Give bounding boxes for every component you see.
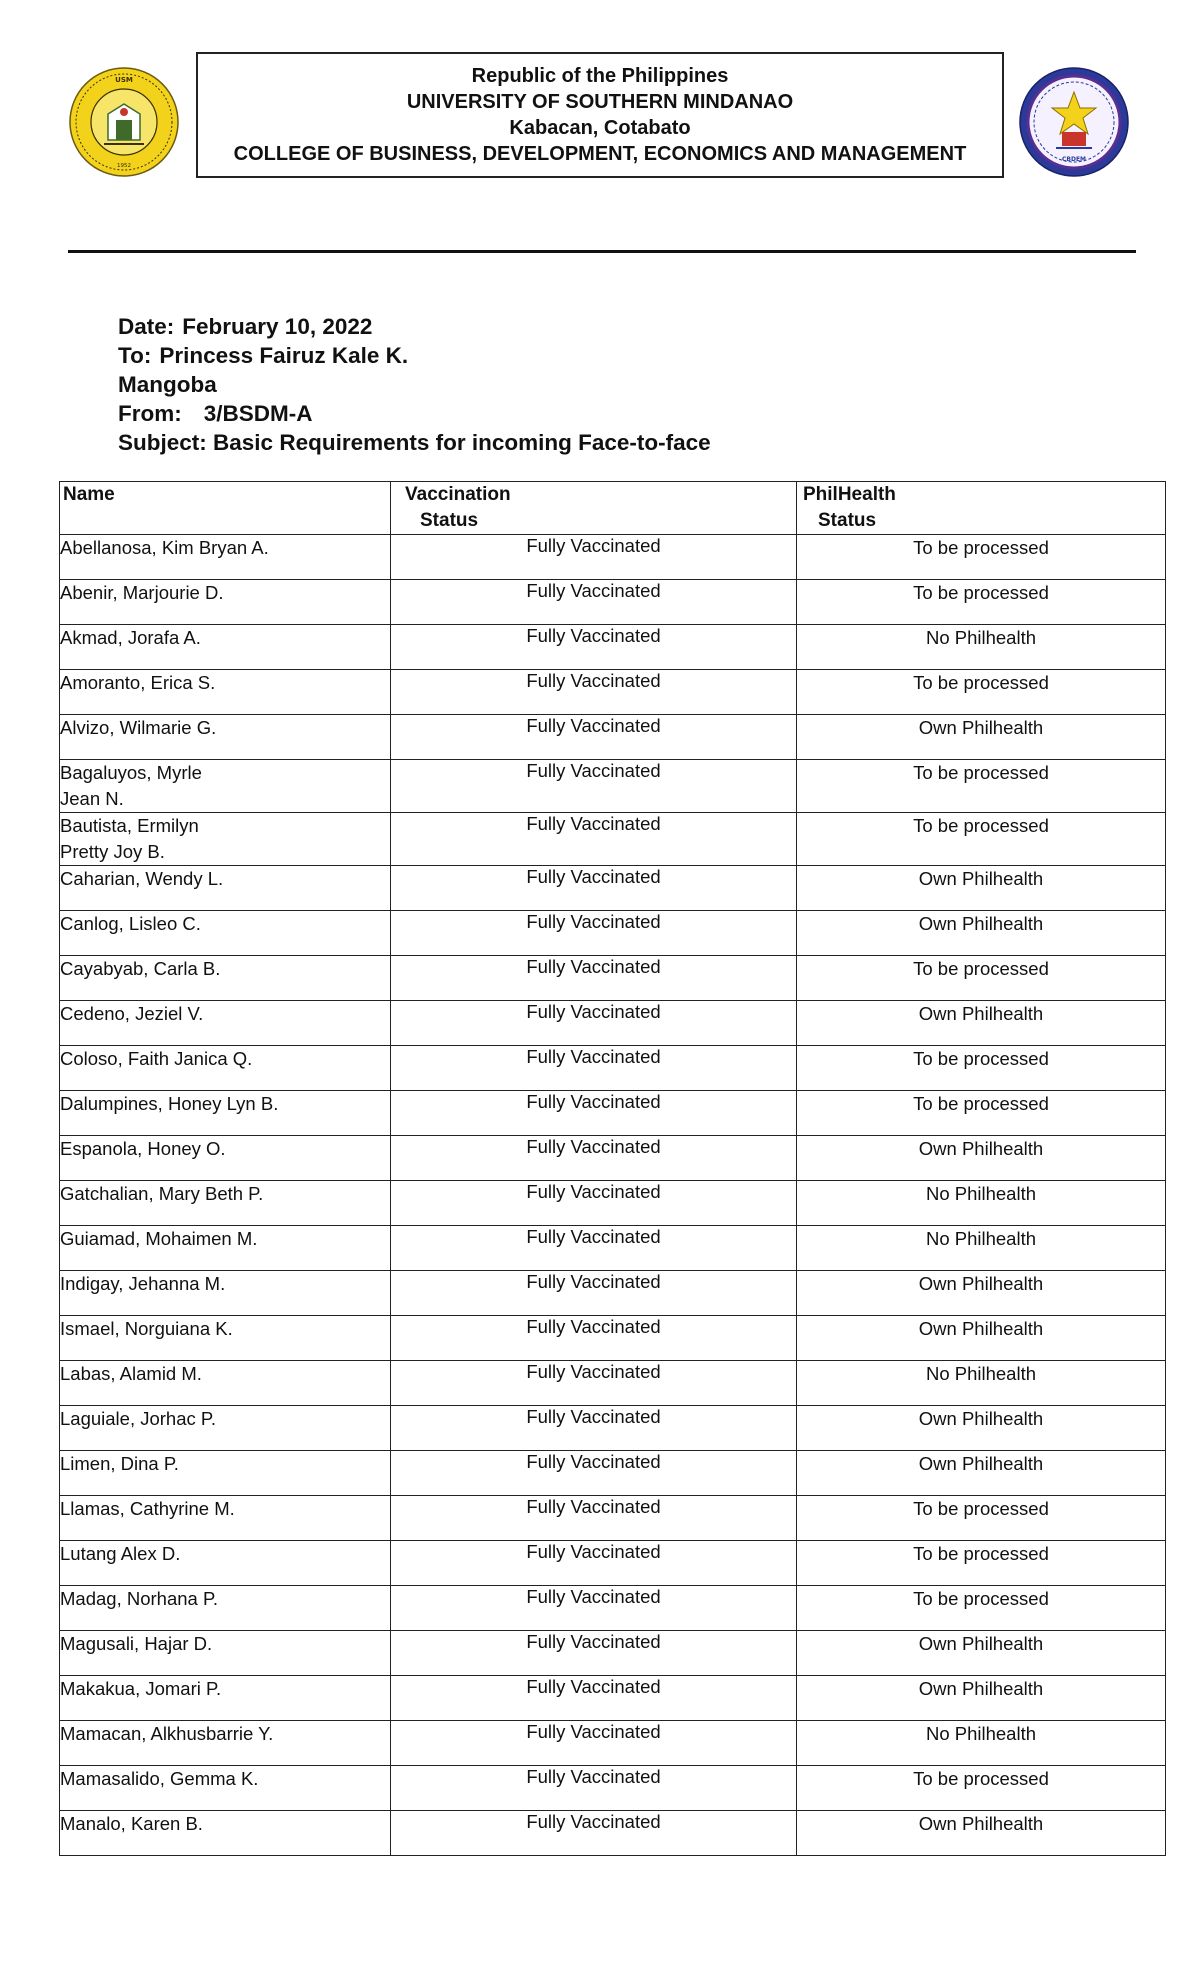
- student-name-cell: [60, 1271, 391, 1316]
- table-row: [60, 1091, 1166, 1136]
- letterhead-university: UNIVERSITY OF SOUTHERN MINDANAO: [406, 91, 794, 113]
- table-row: [60, 866, 1166, 911]
- student-name: Lutang Alex D.: [60, 1543, 181, 1564]
- student-name-cell: [60, 1586, 391, 1631]
- philhealth-status-cell: To be processed: [797, 580, 1166, 625]
- table-row: [60, 1811, 1166, 1856]
- table-row: [60, 625, 1166, 670]
- table-row: [60, 956, 1166, 1001]
- student-name: Amoranto, Erica S.: [60, 672, 216, 693]
- table-row: [60, 813, 1166, 866]
- student-name-cell: [60, 1226, 391, 1271]
- student-name: Canlog, Lisleo C.: [60, 913, 201, 934]
- vaccination-status-cell: Fully Vaccinated: [391, 813, 797, 866]
- vaccination-status-cell: Fully Vaccinated: [391, 715, 797, 760]
- student-name: Madag, Norhana P.: [60, 1588, 219, 1609]
- vaccination-status-cell: Fully Vaccinated: [391, 1811, 797, 1856]
- vaccination-status-cell: Fully Vaccinated: [391, 1406, 797, 1451]
- vaccination-status-cell: Fully Vaccinated: [391, 535, 797, 580]
- col-header-philhealth-line1: PhilHealth: [803, 484, 896, 505]
- memo-from-label: From:: [118, 401, 182, 426]
- philhealth-status-cell: Own Philhealth: [797, 1451, 1166, 1496]
- student-name-cell: [60, 535, 391, 580]
- student-name-cell: [60, 1811, 391, 1856]
- philhealth-status-cell: To be processed: [797, 813, 1166, 866]
- vaccination-status-cell: Fully Vaccinated: [391, 670, 797, 715]
- philhealth-status-cell: Own Philhealth: [797, 1271, 1166, 1316]
- vaccination-status-cell: Fully Vaccinated: [391, 956, 797, 1001]
- student-name: Bagaluyos, Myrle: [60, 762, 202, 783]
- vaccination-status-cell: Fully Vaccinated: [391, 1721, 797, 1766]
- student-name: Ismael, Norguiana K.: [60, 1318, 233, 1339]
- col-header-vaccination-line1: Vaccination: [405, 484, 511, 505]
- student-name: Makakua, Jomari P.: [60, 1678, 222, 1699]
- philhealth-status-cell: Own Philhealth: [797, 1001, 1166, 1046]
- philhealth-status-cell: Own Philhealth: [797, 1631, 1166, 1676]
- col-header-philhealth: [797, 482, 1166, 535]
- vaccination-status-cell: Fully Vaccinated: [391, 1226, 797, 1271]
- student-name-cont: Jean N.: [60, 788, 124, 809]
- student-name-cell: [60, 625, 391, 670]
- student-name: Abenir, Marjourie D.: [60, 582, 224, 603]
- table-row: [60, 911, 1166, 956]
- svg-text:USM: USM: [115, 76, 133, 84]
- vaccination-status-cell: Fully Vaccinated: [391, 1046, 797, 1091]
- student-name-cell: [60, 1046, 391, 1091]
- philhealth-status-cell: Own Philhealth: [797, 1136, 1166, 1181]
- vaccination-status-cell: Fully Vaccinated: [391, 580, 797, 625]
- memo-subject-label: Subject:: [118, 430, 207, 455]
- table-row: [60, 760, 1166, 813]
- philhealth-status-cell: Own Philhealth: [797, 911, 1166, 956]
- student-name: Limen, Dina P.: [60, 1453, 179, 1474]
- table-row: [60, 1316, 1166, 1361]
- student-name: Akmad, Jorafa A.: [60, 627, 201, 648]
- student-name: Cayabyab, Carla B.: [60, 958, 221, 979]
- philhealth-status-cell: To be processed: [797, 1766, 1166, 1811]
- student-name-cell: [60, 1181, 391, 1226]
- vaccination-status-cell: Fully Vaccinated: [391, 1496, 797, 1541]
- vaccination-status-cell: Fully Vaccinated: [391, 1361, 797, 1406]
- vaccination-status-cell: Fully Vaccinated: [391, 1136, 797, 1181]
- col-header-philhealth-line2: Status: [818, 510, 877, 531]
- table-row: [60, 1721, 1166, 1766]
- table-body: [60, 535, 1166, 1856]
- table-row: [60, 1541, 1166, 1586]
- student-name-cell: [60, 1766, 391, 1811]
- letterhead-republic: Republic of the Philippines: [471, 65, 729, 87]
- memo-subject-value: Basic Requirements for incoming Face-to-face: [213, 430, 711, 455]
- table-row: [60, 1631, 1166, 1676]
- philhealth-status-cell: Own Philhealth: [797, 1316, 1166, 1361]
- table-row: [60, 1406, 1166, 1451]
- philhealth-status-cell: Own Philhealth: [797, 1676, 1166, 1721]
- philhealth-status-cell: To be processed: [797, 1046, 1166, 1091]
- philhealth-status-cell: To be processed: [797, 1496, 1166, 1541]
- vaccination-status-cell: Fully Vaccinated: [391, 1451, 797, 1496]
- philhealth-status-cell: Own Philhealth: [797, 715, 1166, 760]
- student-name-cell: [60, 813, 391, 866]
- table-row: [60, 580, 1166, 625]
- vaccination-status-cell: Fully Vaccinated: [391, 1316, 797, 1361]
- college-seal-logo: [1018, 66, 1130, 178]
- student-name-cont: Pretty Joy B.: [60, 841, 165, 862]
- philhealth-status-cell: No Philhealth: [797, 1361, 1166, 1406]
- table-row: [60, 1451, 1166, 1496]
- philhealth-status-cell: No Philhealth: [797, 625, 1166, 670]
- student-name-cell: [60, 580, 391, 625]
- student-name-cell: [60, 866, 391, 911]
- student-name-cell: [60, 760, 391, 813]
- student-name: Alvizo, Wilmarie G.: [60, 717, 217, 738]
- philhealth-status-cell: To be processed: [797, 1586, 1166, 1631]
- memo-to-value: Princess Fairuz Kale K.: [159, 343, 409, 368]
- table-row: [60, 1046, 1166, 1091]
- col-header-vaccination: [391, 482, 797, 535]
- vaccination-status-cell: Fully Vaccinated: [391, 625, 797, 670]
- philhealth-status-cell: To be processed: [797, 535, 1166, 580]
- student-name: Bautista, Ermilyn: [60, 815, 199, 836]
- student-name: Espanola, Honey O.: [60, 1138, 226, 1159]
- student-name: Abellanosa, Kim Bryan A.: [60, 537, 269, 558]
- student-name-cell: [60, 1406, 391, 1451]
- letterhead-box: [196, 52, 1004, 178]
- student-name: Mamacan, Alkhusbarrie Y.: [60, 1723, 274, 1744]
- student-name: Llamas, Cathyrine M.: [60, 1498, 235, 1519]
- memo-date-value: February 10, 2022: [182, 314, 373, 339]
- philhealth-status-cell: No Philhealth: [797, 1721, 1166, 1766]
- student-name-cell: [60, 715, 391, 760]
- student-name: Manalo, Karen B.: [60, 1813, 203, 1834]
- memo-to-label: To:: [118, 343, 152, 368]
- philhealth-status-cell: Own Philhealth: [797, 1406, 1166, 1451]
- student-name: Cedeno, Jeziel V.: [60, 1003, 204, 1024]
- philhealth-status-cell: To be processed: [797, 760, 1166, 813]
- table-row: [60, 1496, 1166, 1541]
- student-name: Caharian, Wendy L.: [60, 868, 224, 889]
- student-name-cell: [60, 670, 391, 715]
- vaccination-status-cell: Fully Vaccinated: [391, 1541, 797, 1586]
- letterhead-college: COLLEGE OF BUSINESS, DEVELOPMENT, ECONOMICS AND MANAGEMENT: [233, 143, 967, 165]
- table-row: [60, 1226, 1166, 1271]
- header-divider: [68, 250, 1136, 253]
- student-name: Indigay, Jehanna M.: [60, 1273, 226, 1294]
- vaccination-status-cell: Fully Vaccinated: [391, 866, 797, 911]
- table-row: [60, 1271, 1166, 1316]
- philhealth-status-cell: No Philhealth: [797, 1181, 1166, 1226]
- table-row: [60, 1181, 1166, 1226]
- student-name-cell: [60, 1361, 391, 1406]
- col-header-vaccination-line2: Status: [420, 510, 479, 531]
- vaccination-status-cell: Fully Vaccinated: [391, 1271, 797, 1316]
- memo-to-cont: Mangoba: [118, 372, 217, 397]
- vaccination-status-cell: Fully Vaccinated: [391, 1001, 797, 1046]
- student-name: Guiamad, Mohaimen M.: [60, 1228, 258, 1249]
- col-header-name: [60, 482, 391, 535]
- student-name: Dalumpines, Honey Lyn B.: [60, 1093, 279, 1114]
- table-row: [60, 1766, 1166, 1811]
- vaccination-status-cell: Fully Vaccinated: [391, 1631, 797, 1676]
- philhealth-status-cell: To be processed: [797, 670, 1166, 715]
- table-row: [60, 1001, 1166, 1046]
- table-row: [60, 670, 1166, 715]
- table-row: [60, 1676, 1166, 1721]
- memo-subject: [118, 428, 711, 457]
- student-name-cell: [60, 1136, 391, 1181]
- requirements-table: [59, 481, 1166, 1856]
- student-name-cell: [60, 1676, 391, 1721]
- table-row: [60, 1361, 1166, 1406]
- student-name-cell: [60, 1721, 391, 1766]
- memo-from-value: 3/BSDM-A: [203, 401, 313, 426]
- student-name-cell: [60, 1316, 391, 1361]
- philhealth-status-cell: To be processed: [797, 1541, 1166, 1586]
- memo-date-label: Date:: [118, 314, 175, 339]
- student-name-cell: [60, 911, 391, 956]
- philhealth-status-cell: Own Philhealth: [797, 866, 1166, 911]
- student-name: Gatchalian, Mary Beth P.: [60, 1183, 264, 1204]
- usm-seal-logo: [68, 66, 180, 178]
- student-name: Mamasalido, Gemma K.: [60, 1768, 259, 1789]
- vaccination-status-cell: Fully Vaccinated: [391, 1586, 797, 1631]
- student-name-cell: [60, 956, 391, 1001]
- student-name-cell: [60, 1496, 391, 1541]
- vaccination-status-cell: Fully Vaccinated: [391, 760, 797, 813]
- student-name-cell: [60, 1001, 391, 1046]
- table-header-row: [60, 482, 1166, 535]
- table-row: [60, 535, 1166, 580]
- svg-text:1952: 1952: [117, 163, 131, 169]
- student-name: Laguiale, Jorhac P.: [60, 1408, 216, 1429]
- memo-to: [118, 341, 711, 370]
- vaccination-status-cell: Fully Vaccinated: [391, 1181, 797, 1226]
- student-name-cell: [60, 1631, 391, 1676]
- table-row: [60, 1586, 1166, 1631]
- memo-date: [118, 312, 711, 341]
- student-name: Labas, Alamid M.: [60, 1363, 202, 1384]
- vaccination-status-cell: Fully Vaccinated: [391, 1676, 797, 1721]
- student-name-cell: [60, 1451, 391, 1496]
- memo-block: [118, 312, 711, 457]
- memo-from: [118, 399, 711, 428]
- table-row: [60, 715, 1166, 760]
- student-name: Magusali, Hajar D.: [60, 1633, 213, 1654]
- philhealth-status-cell: Own Philhealth: [797, 1811, 1166, 1856]
- philhealth-status-cell: No Philhealth: [797, 1226, 1166, 1271]
- vaccination-status-cell: Fully Vaccinated: [391, 1766, 797, 1811]
- svg-text:CBDEM: CBDEM: [1061, 156, 1087, 163]
- col-header-name-label: Name: [63, 484, 115, 505]
- vaccination-status-cell: Fully Vaccinated: [391, 911, 797, 956]
- letterhead-location: Kabacan, Cotabato: [509, 117, 691, 139]
- table-row: [60, 1136, 1166, 1181]
- student-name: Coloso, Faith Janica Q.: [60, 1048, 253, 1069]
- philhealth-status-cell: To be processed: [797, 1091, 1166, 1136]
- philhealth-status-cell: To be processed: [797, 956, 1166, 1001]
- student-name-cell: [60, 1091, 391, 1136]
- student-name-cell: [60, 1541, 391, 1586]
- vaccination-status-cell: Fully Vaccinated: [391, 1091, 797, 1136]
